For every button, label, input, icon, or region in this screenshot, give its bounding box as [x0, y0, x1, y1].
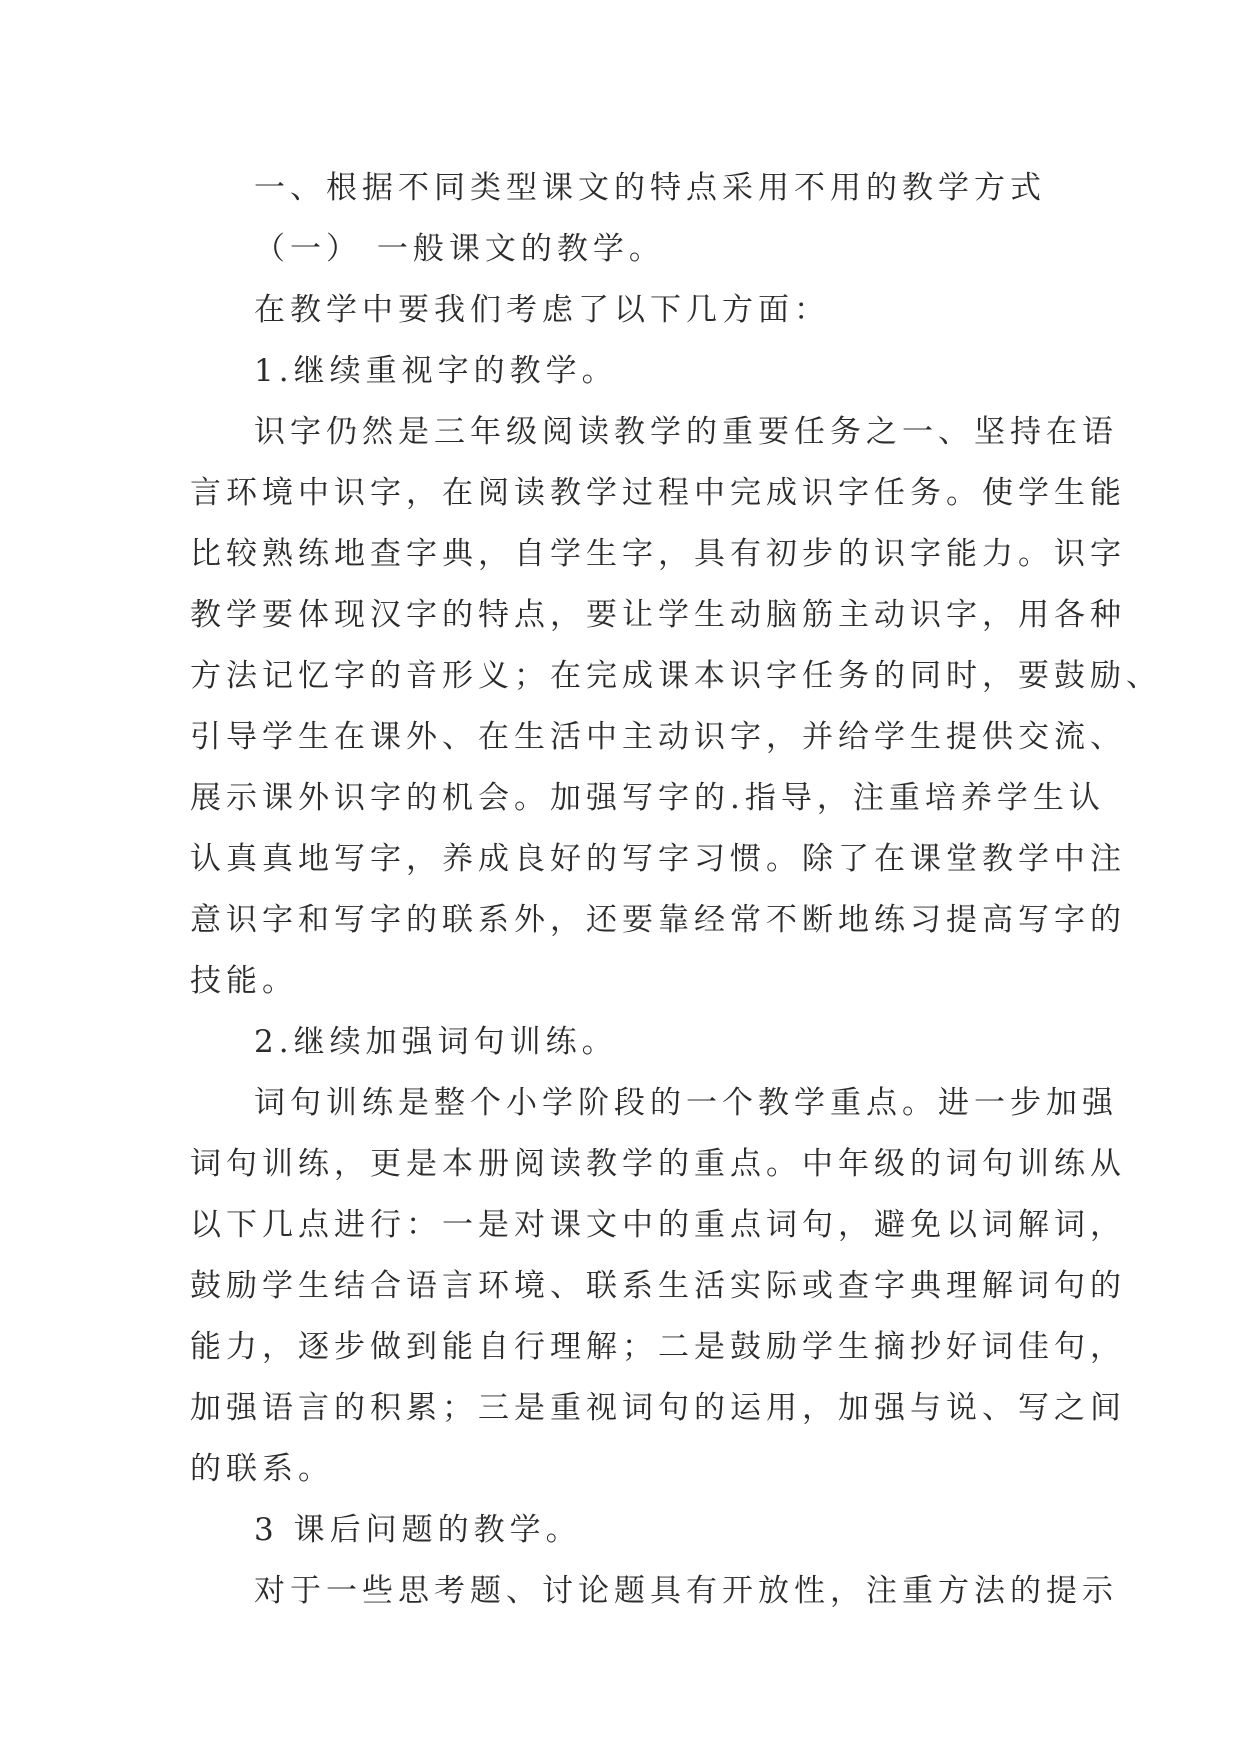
paragraph-line: 能力，逐步做到能自行理解；二是鼓励学生摘抄好词佳句， [190, 1329, 1126, 1365]
point-heading: 1.继续重视字的教学。 [254, 353, 618, 389]
paragraph-line: 方法记忆字的音形义；在完成课本识字任务的同时，要鼓励、 [190, 658, 1162, 694]
paragraph-line: 在教学中要我们考虑了以下几方面： [254, 292, 830, 328]
paragraph-line: 言环境中识字，在阅读教学过程中完成识字任务。使学生能 [190, 475, 1126, 511]
paragraph-line: 教学要体现汉字的特点，要让学生动脑筋主动识字，用各种 [190, 597, 1126, 633]
paragraph-line: 词句训练是整个小学阶段的一个教学重点。进一步加强 [254, 1085, 1118, 1121]
section-heading: 一、根据不同类型课文的特点采用不用的教学方式 [254, 170, 1046, 206]
paragraph-line: 以下几点进行：一是对课文中的重点词句，避免以词解词， [190, 1207, 1126, 1243]
paragraph-line: 比较熟练地查字典，自学生字，具有初步的识字能力。识字 [190, 536, 1126, 572]
paragraph-line: 技能。 [190, 963, 298, 999]
point-heading: 2.继续加强词句训练。 [254, 1024, 618, 1060]
paragraph-line: 对于一些思考题、讨论题具有开放性，注重方法的提示 [254, 1573, 1118, 1609]
paragraph-line: 识字仍然是三年级阅读教学的重要任务之一、坚持在语 [254, 414, 1118, 450]
paragraph-line: 意识字和写字的联系外，还要靠经常不断地练习提高写字的 [190, 902, 1126, 938]
document-body [190, 158, 1162, 1622]
paragraph-line: 加强语言的积累；三是重视词句的运用，加强与说、写之间 [190, 1390, 1126, 1426]
paragraph-line: 鼓励学生结合语言环境、联系生活实际或查字典理解词句的 [190, 1268, 1126, 1304]
paragraph-line: 的联系。 [190, 1451, 334, 1487]
paragraph-line: 引导学生在课外、在生活中主动识字，并给学生提供交流、 [190, 719, 1126, 755]
paragraph-line: 词句训练，更是本册阅读教学的重点。中年级的词句训练从 [190, 1146, 1126, 1182]
subsection-heading: （一） 一般课文的教学。 [254, 231, 665, 267]
paragraph-line: 认真真地写字，养成良好的写字习惯。除了在课堂教学中注 [190, 841, 1126, 877]
point-heading: 3 课后问题的教学。 [254, 1512, 582, 1548]
paragraph-line: 展示课外识字的机会。加强写字的.指导，注重培养学生认 [190, 780, 1105, 816]
